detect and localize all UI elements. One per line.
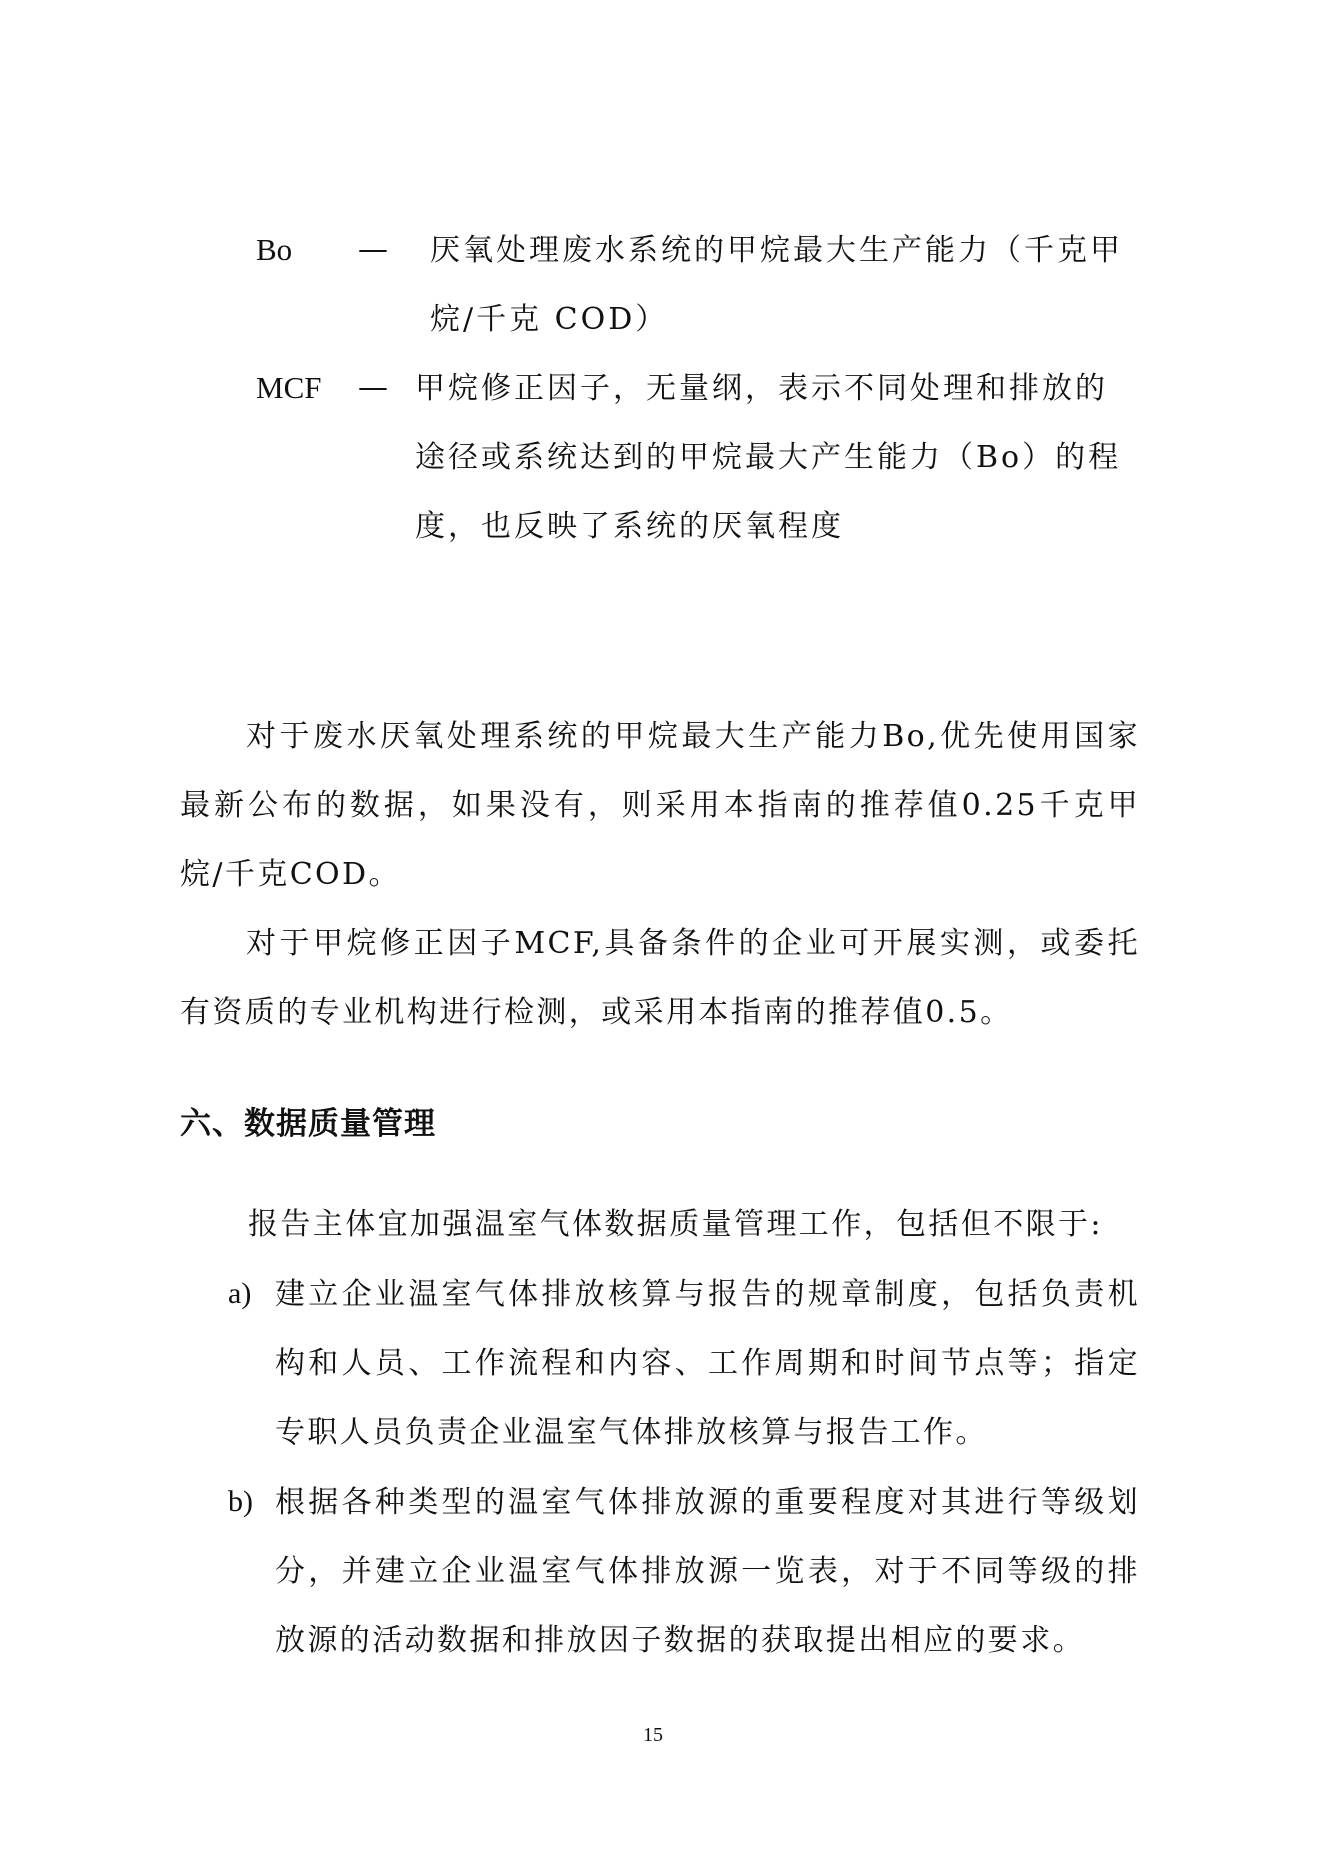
section-intro: 报告主体宜加强温室气体数据质量管理工作，包括但不限于: [248,1207,1103,1242]
list-item-text-b: 根据各种类型的温室气体排放源的重要程度对其进行等级划分，并建立企业温室气体排放源一览表，对于不同等级的排放源的活动数据和排放因子数据的获取提出相应的要求。 [275,1485,1140,1658]
definition-text-bo-line2: 烷/千克 COD） [430,302,669,337]
paragraph-mcf: 对于甲烷修正因子MCF,具备条件的企业可开展实测，或委托有资质的专业机构进行检测，或采用本指南的推荐值0.5。 [180,926,1140,1030]
definition-symbol-bo: Bo [256,232,293,267]
paragraph-bo: 对于废水厌氧处理系统的甲烷最大生产能力Bo,优先使用国家最新公布的数据，如果没有，则采用本指南的推荐值0.25千克甲烷/千克COD。 [180,719,1140,892]
section-heading: 六、数据质量管理 [180,1106,436,1142]
definition-text-mcf-line3: 度，也反映了系统的厌氧程度 [415,509,844,544]
definition-text-mcf-line2: 途径或系统达到的甲烷最大产生能力（Bo）的程 [415,440,1122,475]
list-item-label-b: b) [228,1485,253,1518]
definition-dash-mcf: — [358,370,388,405]
definition-text-mcf-line1: 甲烷修正因子，无量纲，表示不同处理和排放的 [415,371,1108,406]
list-item-label-a: a) [228,1277,252,1310]
definition-text-bo-line1: 厌氧处理废水系统的甲烷最大生产能力（千克甲 [430,233,1123,268]
page-number: 15 [643,1724,663,1746]
definition-symbol-mcf: MCF [256,370,322,405]
definition-dash-bo: — [358,232,388,267]
list-item-text-a: 建立企业温室气体排放核算与报告的规章制度，包括负责机构和人员、工作流程和内容、工作周期和时间节点等；指定专职人员负责企业温室气体排放核算与报告工作。 [275,1277,1140,1450]
